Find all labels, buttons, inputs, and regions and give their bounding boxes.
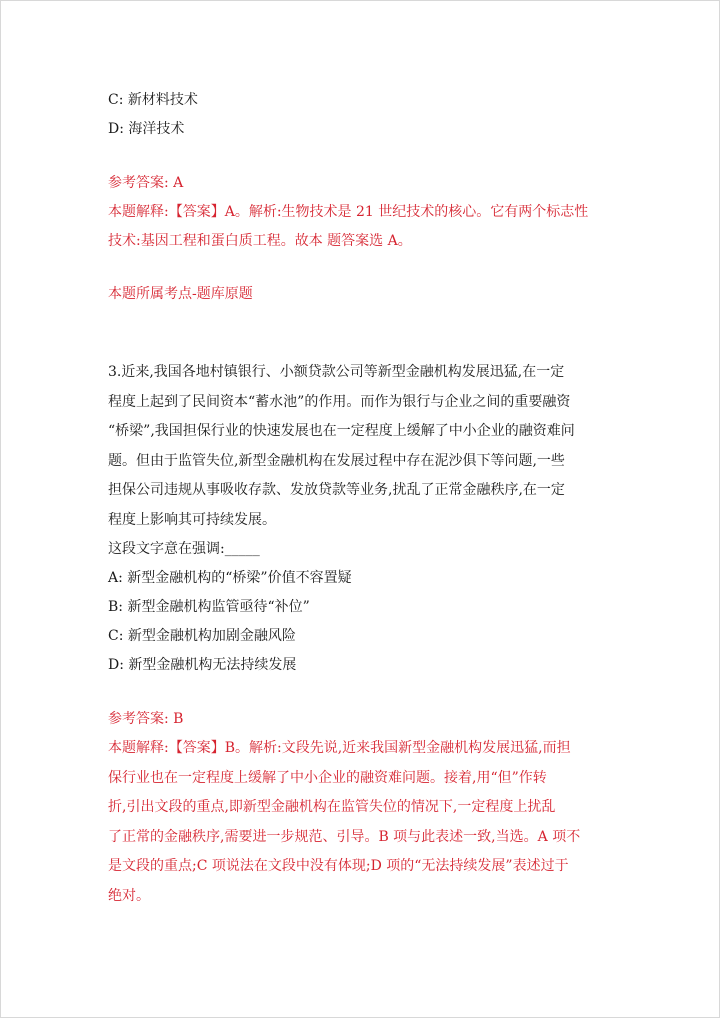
- question-prompt: 这段文字意在强调:_____: [108, 541, 260, 557]
- stem-line: 题。但由于监管失位,新型金融机构在发展过程中存在泥沙俱下等问题,一些: [108, 452, 565, 469]
- option-b: B: 新型金融机构监管亟待“补位”: [108, 599, 310, 615]
- explanation-line: 保行业也在一定程度上缓解了中小企业的融资难问题。接着,用“但”作转: [108, 769, 547, 786]
- option-d: D: 新型金融机构无法持续发展: [108, 657, 297, 673]
- option-c: C: 新材料技术: [108, 92, 198, 108]
- option-d: D: 海洋技术: [108, 121, 185, 137]
- stem-line: 3.近来,我国各地村镇银行、小额贷款公司等新型金融机构发展迅猛,在一定: [108, 364, 565, 380]
- stem-line: 程度上影响其可持续发展。: [108, 511, 276, 528]
- explanation-line: 折,引出文段的重点,即新型金融机构在监管失位的情况下,一定程度上扰乱: [108, 799, 556, 815]
- stem-line: “桥梁”,我国担保行业的快速发展也在一定程度上缓解了中小企业的融资难问: [108, 423, 575, 439]
- explanation-line: 了正常的金融秩序,需要进一步规范、引导。B 项与此表述一致,当选。A 项不: [108, 828, 581, 845]
- source-tag: 本题所属考点-题库原题: [108, 286, 253, 302]
- explanation-line: 是文段的重点;C 项说法在文段中没有体现;D 项的“无法持续发展”表述过于: [108, 858, 569, 874]
- question-stem: [108, 358, 618, 535]
- explanation-line: 本题解释:【答案】A。解析:生物技术是 21 世纪技术的核心。它有两个标志性: [108, 204, 589, 220]
- answer-label: 参考答案: B: [108, 711, 184, 727]
- explanation-line: 本题解释:【答案】B。解析:文段先说,近来我国新型金融机构发展迅猛,而担: [108, 740, 571, 756]
- explanation-line: 绝对。: [108, 887, 150, 904]
- stem-line: 担保公司违规从事吸收存款、发放贷款等业务,扰乱了正常金融秩序,在一定: [108, 482, 565, 498]
- explanation-line: 技术:基因工程和蛋白质工程。故本 题答案选 A。: [108, 233, 412, 249]
- answer-label: 参考答案: A: [108, 175, 184, 191]
- document-body: [108, 86, 618, 911]
- option-c: C: 新型金融机构加剧金融风险: [108, 628, 296, 644]
- explanation: [108, 734, 618, 911]
- option-a: A: 新型金融机构的“桥梁”价值不容置疑: [108, 570, 352, 586]
- stem-line: 程度上起到了民间资本“蓄水池”的作用。而作为银行与企业之间的重要融资: [108, 393, 571, 410]
